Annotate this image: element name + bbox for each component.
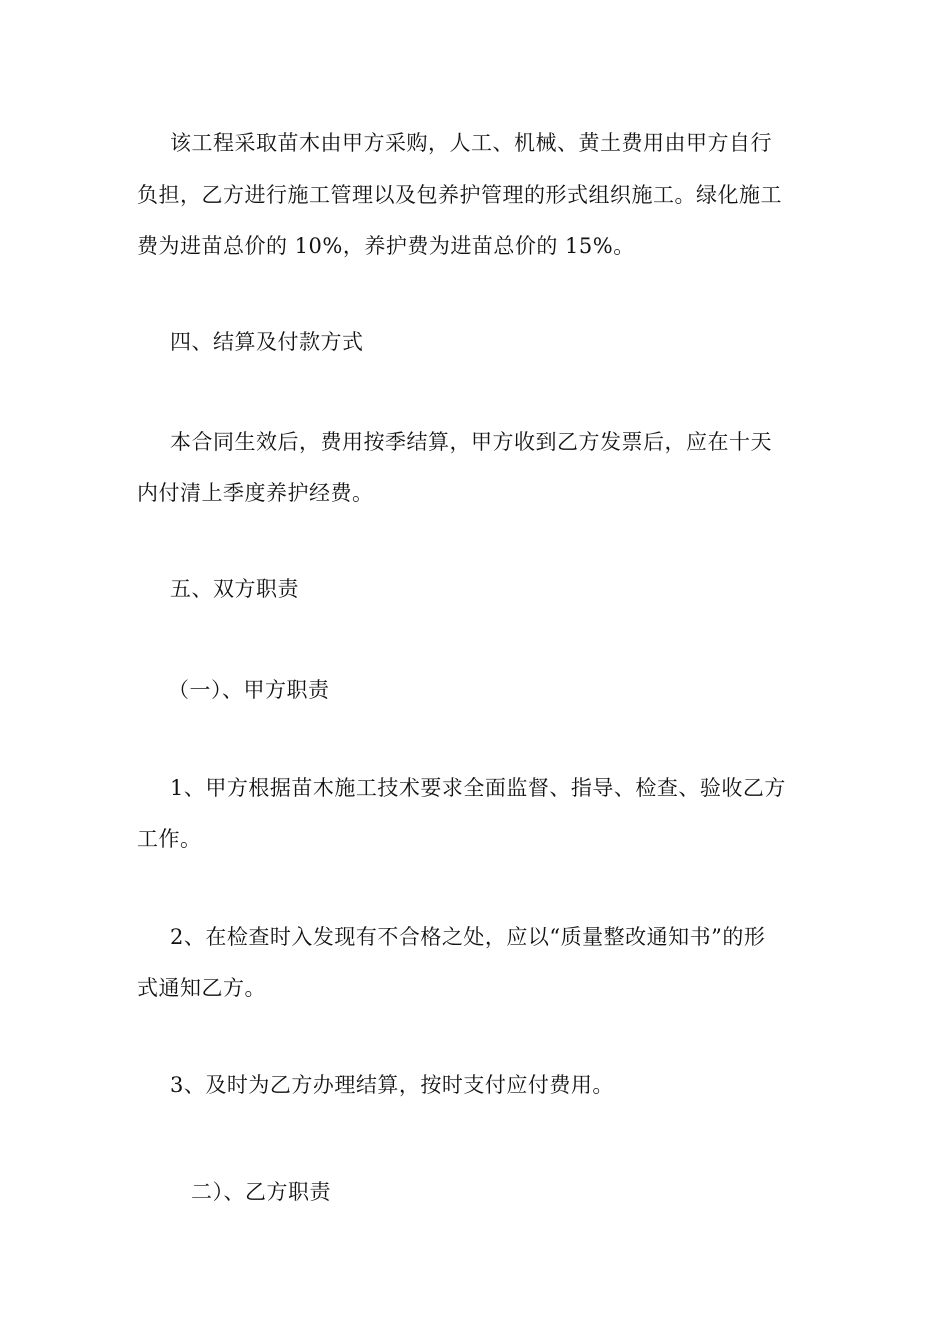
- list-item-line: 式通知乙方。: [137, 976, 266, 1000]
- list-item-line: 工作。: [137, 827, 202, 851]
- subsection-heading: 二）、乙方职责: [191, 1180, 331, 1204]
- paragraph-line: 费为进苗总价的 10%，养护费为进苗总价的 15%。: [137, 234, 635, 258]
- list-item-line: 1、甲方根据苗木施工技术要求全面监督、指导、检查、验收乙方: [170, 776, 786, 800]
- subsection-heading: （一）、甲方职责: [168, 678, 330, 702]
- section-heading: 四、结算及付款方式: [170, 330, 364, 354]
- paragraph-line: 本合同生效后，费用按季结算，甲方收到乙方发票后，应在十天: [170, 430, 772, 454]
- paragraph-line: 该工程采取苗木由甲方采购，人工、机械、黄土费用由甲方自行: [170, 131, 772, 155]
- list-item-line: 3、及时为乙方办理结算，按时支付应付费用。: [170, 1073, 614, 1097]
- paragraph-line: 负担，乙方进行施工管理以及包养护管理的形式组织施工。绿化施工: [137, 183, 782, 207]
- paragraph-line: 内付清上季度养护经费。: [137, 481, 374, 505]
- list-item-line: 2、在检查时入发现有不合格之处，应以“质量整改通知书”的形: [170, 925, 766, 949]
- section-heading: 五、双方职责: [170, 577, 299, 601]
